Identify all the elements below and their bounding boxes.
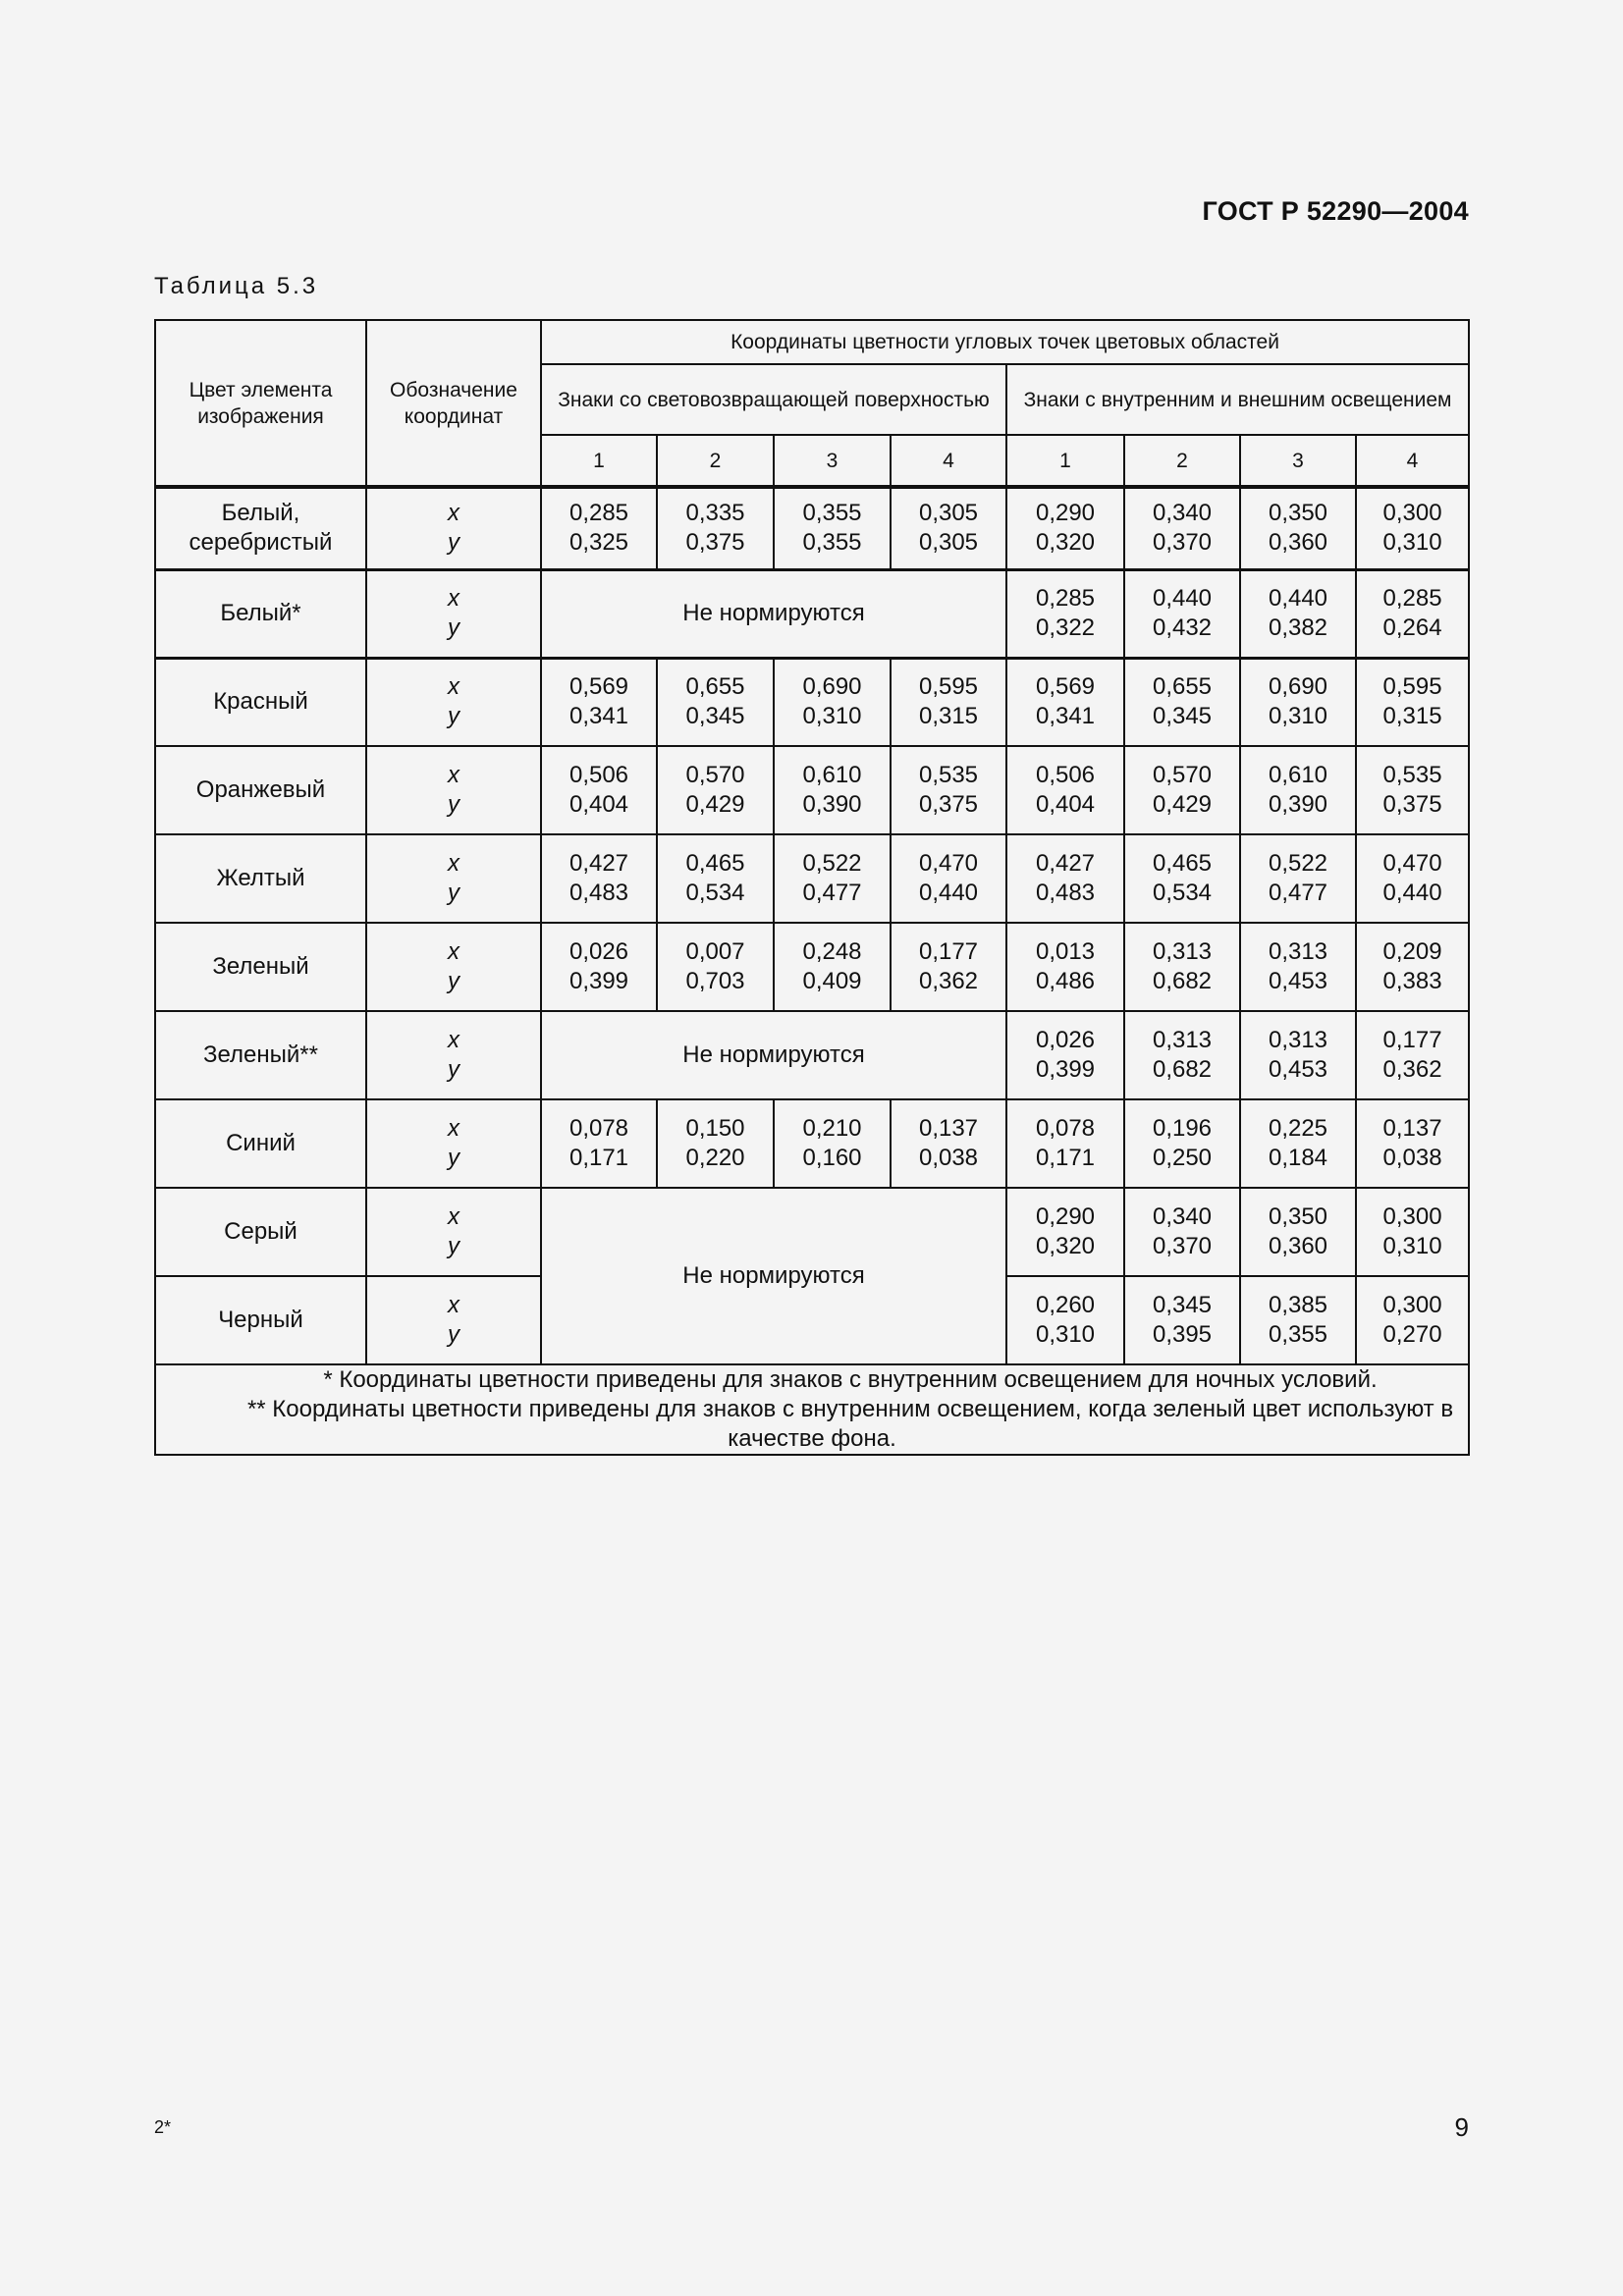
row-coordinates: x y	[366, 1099, 541, 1188]
value-cell: 0,570 0,429	[657, 746, 774, 834]
value-cell: 0,150 0,220	[657, 1099, 774, 1188]
value-cell: 0,570 0,429	[1124, 746, 1240, 834]
row-color-name: Красный	[155, 658, 366, 746]
value-cell: 0,595 0,315	[891, 658, 1006, 746]
value-cell: 0,440 0,382	[1240, 569, 1356, 658]
not-normalized-cell: Не нормируются	[541, 1011, 1006, 1099]
value-cell: 0,177 0,362	[1356, 1011, 1469, 1099]
row-color-name: Зеленый	[155, 923, 366, 1011]
header-group-retroreflective: Знаки со световозвращающей поверхностью	[541, 364, 1006, 435]
value-cell: 0,026 0,399	[541, 923, 657, 1011]
value-cell: 0,313 0,682	[1124, 923, 1240, 1011]
table-row	[155, 1188, 1469, 1276]
not-normalized-cell: Не нормируются	[541, 1188, 1006, 1364]
value-cell: 0,340 0,370	[1124, 487, 1240, 569]
row-color-name: Желтый	[155, 834, 366, 923]
value-cell: 0,305 0,305	[891, 487, 1006, 569]
value-cell: 0,137 0,038	[891, 1099, 1006, 1188]
value-cell: 0,427 0,483	[1006, 834, 1124, 923]
value-cell: 0,137 0,038	[1356, 1099, 1469, 1188]
value-cell: 0,285 0,322	[1006, 569, 1124, 658]
row-color-name: Оранжевый	[155, 746, 366, 834]
row-coordinates: x y	[366, 1011, 541, 1099]
row-coordinates: x y	[366, 487, 541, 569]
page-number: 9	[1454, 2112, 1469, 2142]
value-cell: 0,350 0,360	[1240, 1188, 1356, 1276]
value-cell: 0,610 0,390	[1240, 746, 1356, 834]
header-point: 1	[541, 435, 657, 487]
document-code: ГОСТ Р 52290—2004	[1202, 196, 1469, 226]
value-cell: 0,522 0,477	[1240, 834, 1356, 923]
value-cell: 0,290 0,320	[1006, 1188, 1124, 1276]
value-cell: 0,470 0,440	[1356, 834, 1469, 923]
value-cell: 0,285 0,264	[1356, 569, 1469, 658]
value-cell: 0,313 0,682	[1124, 1011, 1240, 1099]
row-coordinates: x y	[366, 1188, 541, 1276]
value-cell: 0,569 0,341	[1006, 658, 1124, 746]
row-coordinates: x y	[366, 1276, 541, 1364]
value-cell: 0,595 0,315	[1356, 658, 1469, 746]
not-normalized-cell: Не нормируются	[541, 569, 1006, 658]
value-cell: 0,535 0,375	[1356, 746, 1469, 834]
value-cell: 0,260 0,310	[1006, 1276, 1124, 1364]
value-cell: 0,177 0,362	[891, 923, 1006, 1011]
value-cell: 0,313 0,453	[1240, 1011, 1356, 1099]
table-row	[155, 1099, 1469, 1188]
row-color-name: Черный	[155, 1276, 366, 1364]
value-cell: 0,210 0,160	[774, 1099, 891, 1188]
value-cell: 0,225 0,184	[1240, 1099, 1356, 1188]
value-cell: 0,026 0,399	[1006, 1011, 1124, 1099]
row-coordinates: x y	[366, 569, 541, 658]
value-cell: 0,355 0,355	[774, 487, 891, 569]
value-cell: 0,610 0,390	[774, 746, 891, 834]
table-row	[155, 658, 1469, 746]
value-cell: 0,340 0,370	[1124, 1188, 1240, 1276]
header-coordinate: Обозначение координат	[366, 320, 541, 487]
table-row	[155, 569, 1469, 658]
header-point: 2	[657, 435, 774, 487]
value-cell: 0,313 0,453	[1240, 923, 1356, 1011]
table-caption: Таблица 5.3	[154, 273, 319, 299]
header-color: Цвет элемента изображения	[155, 320, 366, 487]
table-row	[155, 923, 1469, 1011]
header-point: 1	[1006, 435, 1124, 487]
value-cell: 0,209 0,383	[1356, 923, 1469, 1011]
value-cell: 0,300 0,310	[1356, 1188, 1469, 1276]
row-coordinates: x y	[366, 746, 541, 834]
header-point: 4	[891, 435, 1006, 487]
value-cell: 0,078 0,171	[541, 1099, 657, 1188]
table-row	[155, 1011, 1469, 1099]
value-cell: 0,345 0,395	[1124, 1276, 1240, 1364]
table-row	[155, 834, 1469, 923]
value-cell: 0,535 0,375	[891, 746, 1006, 834]
value-cell: 0,248 0,409	[774, 923, 891, 1011]
row-color-name: Белый*	[155, 569, 366, 658]
row-color-name: Белый, серебристый	[155, 487, 366, 569]
header-point: 4	[1356, 435, 1469, 487]
row-coordinates: x y	[366, 923, 541, 1011]
chromaticity-table	[154, 319, 1470, 1456]
value-cell: 0,465 0,534	[657, 834, 774, 923]
header-point: 3	[1240, 435, 1356, 487]
value-cell: 0,013 0,486	[1006, 923, 1124, 1011]
value-cell: 0,196 0,250	[1124, 1099, 1240, 1188]
table-row	[155, 487, 1469, 569]
value-cell: 0,655 0,345	[1124, 658, 1240, 746]
value-cell: 0,569 0,341	[541, 658, 657, 746]
value-cell: 0,470 0,440	[891, 834, 1006, 923]
value-cell: 0,385 0,355	[1240, 1276, 1356, 1364]
value-cell: 0,506 0,404	[1006, 746, 1124, 834]
row-color-name: Зеленый**	[155, 1011, 366, 1099]
value-cell: 0,690 0,310	[1240, 658, 1356, 746]
row-color-name: Серый	[155, 1188, 366, 1276]
value-cell: 0,290 0,320	[1006, 487, 1124, 569]
value-cell: 0,522 0,477	[774, 834, 891, 923]
value-cell: 0,335 0,375	[657, 487, 774, 569]
row-coordinates: x y	[366, 834, 541, 923]
table-row	[155, 746, 1469, 834]
note-2: ** Координаты цветности приведены для знаков с внутренним освещением, когда зеленый цвет используют в качестве фона.	[246, 1396, 1454, 1452]
value-cell: 0,655 0,345	[657, 658, 774, 746]
value-cell: 0,007 0,703	[657, 923, 774, 1011]
value-cell: 0,506 0,404	[541, 746, 657, 834]
value-cell: 0,427 0,483	[541, 834, 657, 923]
note-1: * Координаты цветности приведены для знаков с внутренним освещением для ночных условий.	[323, 1366, 1378, 1393]
table-notes-row	[155, 1364, 1469, 1455]
header-point: 2	[1124, 435, 1240, 487]
value-cell: 0,078 0,171	[1006, 1099, 1124, 1188]
value-cell: 0,465 0,534	[1124, 834, 1240, 923]
value-cell: 0,285 0,325	[541, 487, 657, 569]
value-cell: 0,350 0,360	[1240, 487, 1356, 569]
value-cell: 0,440 0,432	[1124, 569, 1240, 658]
header-group-main: Координаты цветности угловых точек цветовых областей	[541, 320, 1469, 364]
row-coordinates: x y	[366, 658, 541, 746]
value-cell: 0,300 0,310	[1356, 487, 1469, 569]
table-notes	[155, 1364, 1469, 1455]
sheet-mark: 2*	[154, 2117, 172, 2137]
value-cell: 0,300 0,270	[1356, 1276, 1469, 1364]
value-cell: 0,690 0,310	[774, 658, 891, 746]
header-group-illuminated: Знаки с внутренним и внешним освещением	[1006, 364, 1469, 435]
row-color-name: Синий	[155, 1099, 366, 1188]
header-point: 3	[774, 435, 891, 487]
